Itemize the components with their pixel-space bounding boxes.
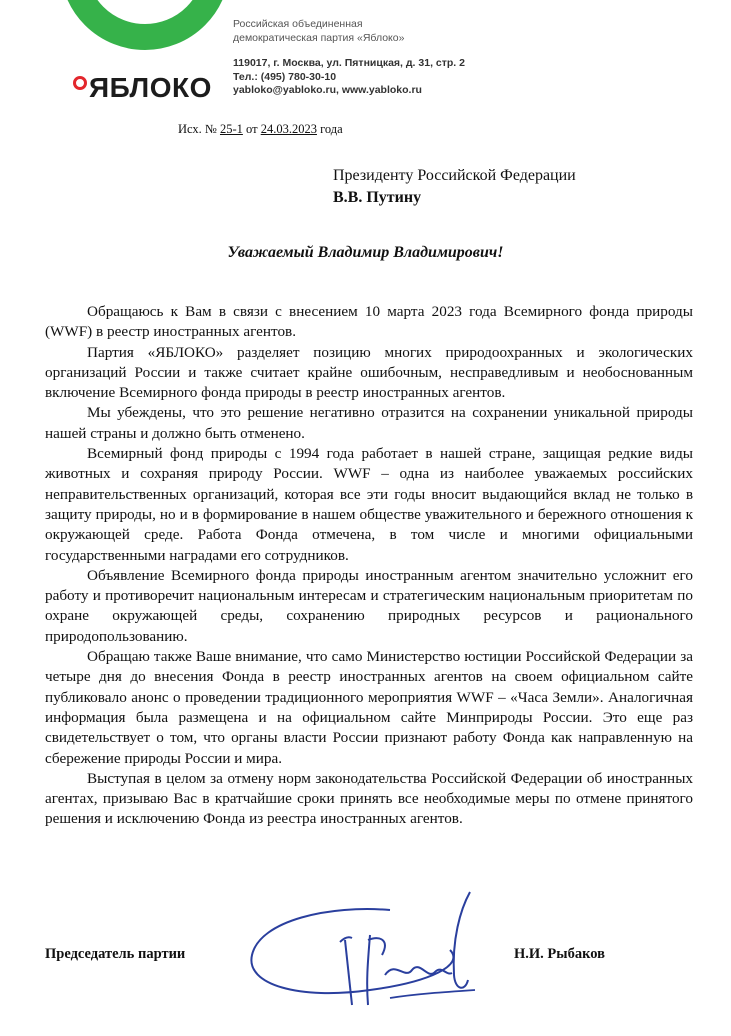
address: 119017, г. Москва, ул. Пятницкая, д. 31, стр. 2 bbox=[233, 57, 465, 69]
organization-name bbox=[233, 17, 404, 45]
outgoing-date: 24.03.2023 bbox=[260, 122, 317, 136]
paragraph: Мы убеждены, что это решение негативно отразится на сохранении уникальной природы нашей страны и должно быть отменено. bbox=[45, 404, 693, 442]
outgoing-from: от bbox=[246, 122, 258, 136]
signatory-name: Н.И. Рыбаков bbox=[514, 946, 605, 962]
salutation: Уважаемый Владимир Владимирович! bbox=[227, 244, 504, 261]
outgoing-prefix: Исх. № bbox=[178, 122, 217, 136]
signatory-position: Председатель партии bbox=[45, 946, 186, 962]
paragraph: Выступая в целом за отмену норм законодательства Российской Федерации об иностранных агентах, призываю Вас в кратчайшие сроки принять все необходимые меры по отмене принятого решения и исключению Фонда из реестра иностранных агентов. bbox=[45, 769, 693, 828]
email-web: yabloko@yabloko.ru, www.yabloko.ru bbox=[233, 84, 422, 96]
outgoing-number-value: 25-1 bbox=[219, 122, 243, 136]
phone: Тел.: (495) 780-30-10 bbox=[233, 70, 337, 83]
yabloko-logo-ring bbox=[60, 0, 230, 50]
handwritten-signature bbox=[240, 880, 490, 1020]
contacts-block bbox=[233, 57, 465, 98]
org-line-1: Российская объединенная bbox=[233, 18, 363, 30]
brand-logo bbox=[73, 72, 212, 104]
apple-stem-icon bbox=[73, 76, 87, 90]
recipient-title: Президенту Российской Федерации bbox=[333, 167, 576, 184]
recipient bbox=[333, 165, 576, 209]
brand-name: ЯБЛОКО bbox=[89, 72, 212, 103]
org-line-2: демократическая партия «Яблоко» bbox=[233, 32, 405, 44]
paragraph: Обращаю также Ваше внимание, что само Министерство юстиции Российской Федерации за четыре дня до внесения Фонда в реестр иностранных агентов на своем официальном сайте публиковало анонс о проведении традиционного мероприятия WWF – «Часа Земли». Аналогичная информация была размещена и на официальном сайте Минприроды России. Это еще раз свидетельствует о том, что органы власти России признают работу Фонда как направленную на сбережение природы России и мира. bbox=[45, 648, 693, 767]
paragraph: Объявление Всемирного фонда природы иностранным агентом значительно усложнит его работу и противоречит национальным интересам и стратегическим национальным приоритетам по охране окружающей среды, сохранению природных ресурсов и рационального природопользованию. bbox=[45, 566, 693, 645]
paragraph: Всемирный фонд природы с 1994 года работает в нашей стране, защищая редкие виды животных и сохраняя природу России. WWF – одна из наиболее уважаемых российских неправительственных организаций, которая все эти годы вносит выдающийся вклад не только в защиту природы, но и в формирование в нашем обществе уважительного и бережного отношения к окружающей среде. Работа Фонда отмечена, в том числе и многими официальными государственными наградами его сотрудников. bbox=[45, 445, 693, 564]
paragraph: Обращаюсь к Вам в связи с внесением 10 марта 2023 года Всемирного фонда природы (WWF) в реестр иностранных агентов. bbox=[45, 303, 693, 341]
letter-body bbox=[45, 302, 693, 830]
paragraph: Партия «ЯБЛОКО» разделяет позицию многих природоохранных и экологических организаций России и также считает крайне ошибочным, несправедливым и необоснованным включение Всемирного фонда природы в реестр иностранных агентов. bbox=[45, 343, 693, 402]
outgoing-suffix: года bbox=[320, 122, 343, 136]
outgoing-number bbox=[178, 122, 343, 137]
recipient-name: В.В. Путину bbox=[333, 189, 422, 206]
